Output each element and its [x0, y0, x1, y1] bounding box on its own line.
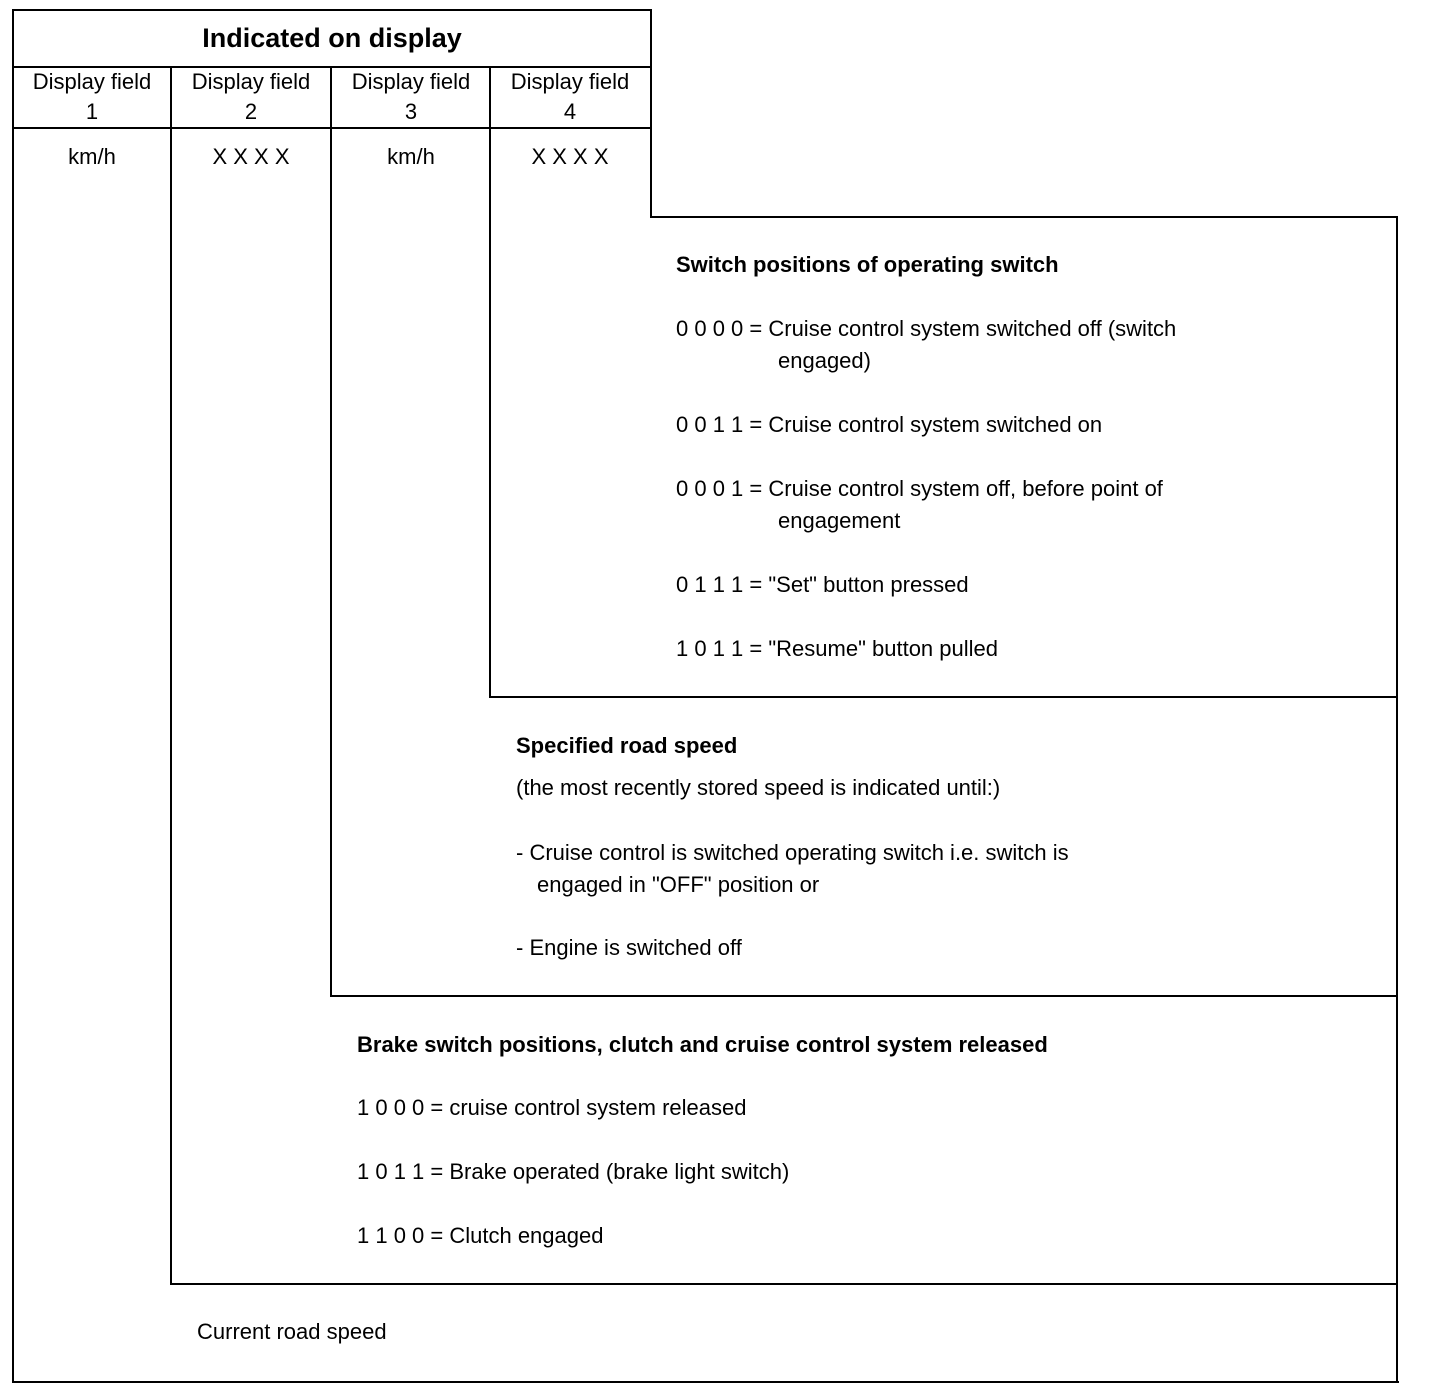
header-fields-divider: [12, 127, 652, 129]
display-field-3-number: 3: [404, 99, 418, 124]
field4-box-top-border: [650, 216, 1398, 218]
switch-position-item: 1 0 1 1 = "Resume" button pulled: [676, 636, 998, 661]
display-field-1-label: Display field: [32, 69, 152, 94]
field3-box-bottom-border: [330, 995, 1398, 997]
outer-left-border: [12, 9, 14, 1383]
header-right-border: [650, 9, 652, 218]
display-field-1-number: 1: [85, 99, 99, 124]
field4-box-bottom-border: [489, 696, 1398, 698]
outer-bottom-border: [12, 1381, 1399, 1383]
column-divider-1-2: [170, 66, 172, 1285]
display-table-title: Indicated on display: [202, 23, 462, 53]
display-field-2-value: X X X X: [212, 144, 290, 169]
display-field-2-label: Display field: [191, 69, 311, 94]
display-field-3-value: km/h: [387, 144, 435, 169]
switch-position-item: 0 1 1 1 = "Set" button pressed: [676, 572, 969, 597]
switch-position-item: 0 0 0 1 = Cruise control system off, before point of engagement: [676, 476, 1163, 533]
display-field-3-header: [332, 67, 490, 127]
header-top-border: [12, 9, 652, 11]
brake-switch-positions-title: Brake switch positions, clutch and cruise control system released: [357, 1032, 1048, 1057]
outer-right-border: [1396, 216, 1398, 1383]
display-field-2-header: [172, 67, 330, 127]
specified-road-speed-subtitle: (the most recently stored speed is indicated until:): [516, 775, 1001, 800]
brake-switch-item: 1 1 0 0 = Clutch engaged: [357, 1223, 604, 1248]
field2-box-bottom-border: [170, 1283, 1398, 1285]
specified-road-speed-title: Specified road speed: [516, 733, 738, 758]
switch-positions-title: Switch positions of operating switch: [676, 252, 1059, 277]
switch-position-item: 0 0 0 0 = Cruise control system switched off (switch engaged): [676, 316, 1177, 373]
switch-position-item: 0 0 1 1 = Cruise control system switched on: [676, 412, 1103, 437]
specified-road-speed-item: - Cruise control is switched operating switch i.e. switch is engaged in "OFF" position or: [516, 840, 1069, 897]
specified-road-speed-item: - Engine is switched off: [516, 935, 742, 960]
display-field-4-label: Display field: [510, 69, 630, 94]
display-field-4-value: X X X X: [531, 144, 609, 169]
display-field-4-header: [491, 67, 649, 127]
display-field-3-label: Display field: [351, 69, 471, 94]
display-field-1-header: [13, 67, 171, 127]
brake-switch-item: 1 0 0 0 = cruise control system released: [357, 1095, 747, 1120]
column-divider-2-3: [330, 66, 332, 997]
current-road-speed-label: Current road speed: [197, 1319, 387, 1344]
display-field-1-value: km/h: [68, 144, 116, 169]
display-field-2-number: 2: [244, 99, 258, 124]
brake-switch-item: 1 0 1 1 = Brake operated (brake light switch): [357, 1159, 790, 1184]
display-field-4-number: 4: [563, 99, 577, 124]
